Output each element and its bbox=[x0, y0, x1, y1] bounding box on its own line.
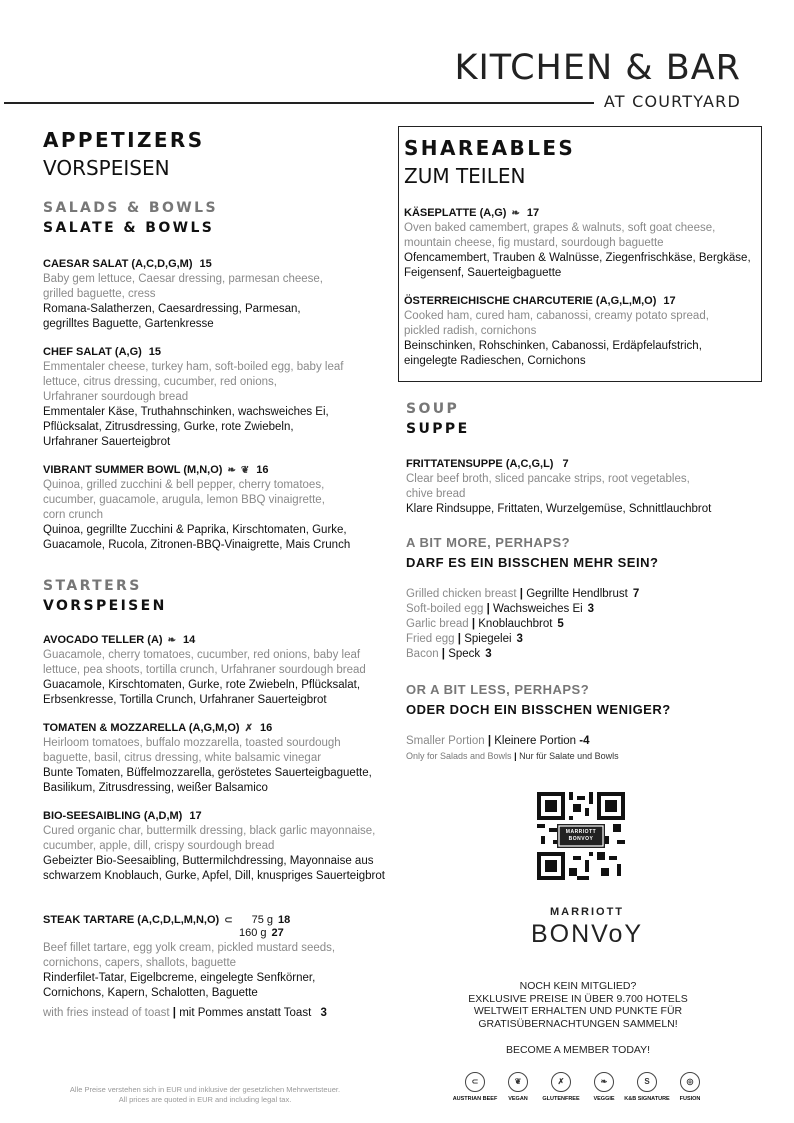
dish-price: 27 bbox=[271, 927, 284, 939]
dish-desc-en-1: Clear beef broth, sliced pancake strips, root vegetables, bbox=[406, 473, 690, 485]
bonvoy-logo-top: MARRIOTT bbox=[549, 906, 625, 918]
legend-label: AUSTRIAN BEEF bbox=[452, 1096, 498, 1102]
dish-title bbox=[43, 634, 388, 646]
extra-item-en: Grilled chicken breast bbox=[406, 588, 517, 600]
extras-list bbox=[406, 587, 756, 662]
dish-desc-de: Beinschinken, Rohschinken, Cabanossi, Erdäpfelaufstrich, bbox=[404, 340, 702, 352]
dish-desc-en: grilled baguette, cress bbox=[43, 288, 156, 300]
salads-list bbox=[43, 258, 388, 553]
extra-item-en: Soft-boiled egg bbox=[406, 603, 484, 615]
smaller-note-de: Nur für Salate und Bowls bbox=[519, 751, 619, 761]
dish-desc-en: Cured organic char, buttermilk dressing, black garlic mayonnaise, bbox=[43, 825, 376, 837]
separator: | bbox=[483, 603, 493, 615]
dish-title bbox=[404, 295, 756, 307]
soup-heading: SOUP bbox=[406, 401, 460, 417]
dish-title bbox=[43, 810, 388, 822]
dish-price: 15 bbox=[148, 346, 162, 358]
shareables-list bbox=[404, 207, 756, 369]
dish-desc-en: mountain cheese, fig mustard, sourdough baguette bbox=[404, 237, 664, 249]
dish-price: 15 bbox=[199, 258, 212, 270]
extra-item-de: Wachsweiches Ei bbox=[492, 603, 583, 615]
extra-item bbox=[406, 602, 756, 617]
dish-name: ÖSTERREICHISCHE CHARCUTERIE (A,G,L,M,O) bbox=[404, 295, 657, 307]
dish-desc-de: eingelegte Radieschen, Cornichons bbox=[404, 355, 586, 367]
member-promo-line: GRATISÜBERNACHTUNGEN SAMMELN! bbox=[478, 1017, 678, 1030]
dish-title bbox=[404, 207, 756, 219]
extra-item bbox=[406, 632, 756, 647]
separator: | bbox=[468, 618, 479, 630]
dish-desc-en: Heirloom tomatoes, buffalo mozzarella, toasted sourdough bbox=[43, 737, 341, 749]
price-footnote-de: Alle Preise verstehen sich in EUR und inklusive der gesetzlichen Mehrwertsteuer. bbox=[69, 1085, 341, 1094]
dish-name: CHEF SALAT (A,G) bbox=[43, 346, 142, 358]
extras-heading: A BIT MORE, PERHAPS? bbox=[406, 535, 571, 550]
member-promo-line: NOCH KEIN MITGLIED? bbox=[519, 980, 637, 992]
dish-desc-de: Urfahraner Sauerteigbrot bbox=[43, 436, 171, 448]
extra-item-en: Bacon bbox=[406, 648, 439, 660]
dish-desc-de: Erbsenkresse, Tortilla Crunch, Urfahraner Sauerteigbrot bbox=[43, 694, 327, 706]
menu-item bbox=[43, 464, 388, 553]
salads-heading: SALADS & BOWLS bbox=[43, 200, 218, 216]
dish-desc-en: Quinoa, grilled zucchini & bell pepper, cherry tomatoes, bbox=[43, 479, 325, 491]
veggie-icon: ❧ bbox=[227, 464, 236, 476]
dish-desc-de: Ofencamembert, Trauben & Walnüsse, Ziegenfrischkäse, Bergkäse, bbox=[404, 252, 751, 264]
signature-icon: S bbox=[637, 1072, 657, 1092]
extra-item bbox=[406, 587, 756, 602]
menu-item bbox=[43, 722, 388, 796]
smaller-note-en: Only for Salads and Bowls bbox=[406, 751, 512, 761]
dish-desc-en: corn crunch bbox=[43, 509, 104, 521]
portion-weight: 160 g bbox=[239, 927, 267, 939]
restaurant-logo: KITCHEN & BAR bbox=[454, 48, 741, 88]
dish-desc-en: Urfahraner sourdough bread bbox=[43, 391, 189, 403]
qr-code[interactable] bbox=[537, 792, 625, 880]
menu-item bbox=[43, 258, 388, 332]
legend-label: VEGGIE bbox=[593, 1096, 615, 1102]
starters-list bbox=[43, 634, 388, 884]
dish-desc-de: Emmentaler Käse, Truthahnschinken, wachsweiches Ei, bbox=[43, 406, 329, 418]
dish-title bbox=[43, 464, 388, 476]
dish-name: STEAK TARTARE (A,C,D,L,M,N,O) bbox=[43, 914, 220, 926]
menu-item bbox=[43, 810, 388, 884]
smaller-portion-note: Only for Salads and Bowls | Nur für Salate und Bowls bbox=[406, 751, 619, 761]
extra-item-de: Knoblauchbrot bbox=[478, 618, 553, 630]
menu-item-steak-tartare bbox=[43, 914, 388, 1021]
glutenfree-icon: ✗ bbox=[551, 1072, 571, 1092]
extra-item-en: Fried egg bbox=[406, 633, 458, 645]
dish-price: 17 bbox=[189, 810, 202, 822]
veggie-icon: ❧ bbox=[167, 634, 176, 646]
member-promo-line: WELTWEIT ERHALTEN UND PUNKTE FÜR bbox=[473, 1005, 683, 1017]
dish-desc-en: baguette, basil, citrus dressing, white balsamic vinegar bbox=[43, 752, 322, 764]
dish-desc-en-2: cornichons, capers, shallots, baguette bbox=[43, 957, 237, 969]
dish-desc-de: Guacamole, Rucola, Zitronen-BBQ-Vinaigrette, Mais Crunch bbox=[43, 539, 351, 551]
menu-item-frittatensuppe bbox=[406, 458, 756, 517]
dish-desc-de: Bunte Tomaten, Büffelmozzarella, geröstetes Sauerteigbaguette, bbox=[43, 767, 372, 779]
extra-item-price: 7 bbox=[632, 588, 640, 600]
veggie-icon: ❧ bbox=[511, 207, 520, 219]
menu-item bbox=[404, 207, 756, 281]
separator: | bbox=[457, 633, 465, 645]
smaller-portion-en: Smaller Portion bbox=[406, 735, 485, 747]
dish-price: 14 bbox=[182, 634, 196, 646]
member-promo bbox=[420, 980, 736, 1057]
legend-label: K&B SIGNATURE bbox=[624, 1096, 670, 1102]
legend-item bbox=[665, 1072, 715, 1102]
dish-desc-en: lettuce, citrus dressing, cucumber, red onions, bbox=[43, 376, 277, 388]
dish-desc-de: gegrilltes Baguette, Gartenkresse bbox=[43, 318, 214, 330]
dish-price: 18 bbox=[278, 914, 291, 926]
austrian-beef-icon: ⊂ bbox=[224, 914, 233, 926]
dish-name: VIBRANT SUMMER BOWL (M,N,O) bbox=[43, 464, 223, 476]
dish-price: 17 bbox=[663, 295, 676, 307]
dish-desc-de-1: Rinderfilet-Tatar, Eigelbcreme, eingelegte Senfkörner, bbox=[43, 972, 316, 984]
extra-item-de: Speck bbox=[448, 648, 481, 660]
menu-item bbox=[43, 634, 388, 708]
dish-desc-en: cucumber, guacamole, arugula, lemon BBQ vinaigrette, bbox=[43, 494, 325, 506]
dish-price: 16 bbox=[256, 464, 269, 476]
qr-overlay-label: MARRIOTT BONVOY bbox=[565, 829, 597, 842]
dish-desc-en: Baby gem lettuce, Caesar dressing, parmesan cheese, bbox=[43, 273, 323, 285]
legend-label: GLUTENFREE bbox=[542, 1096, 580, 1102]
dish-name: AVOCADO TELLER (A) bbox=[43, 634, 163, 646]
dish-desc-en-2: chive bread bbox=[406, 488, 466, 500]
dish-desc-de: Feigensenf, Sauerteigbaguette bbox=[404, 267, 562, 279]
starters-heading: STARTERS bbox=[43, 578, 142, 594]
price-footnote bbox=[40, 1085, 370, 1105]
dish-name: KÄSEPLATTE (A,G) bbox=[404, 207, 507, 219]
extra-item-en: Garlic bread bbox=[406, 618, 469, 630]
member-cta[interactable]: BECOME A MEMBER TODAY! bbox=[505, 1044, 651, 1056]
dish-desc-de: Gebeizter Bio-Seesaibling, Buttermilchdressing, Mayonnaise aus bbox=[43, 855, 374, 867]
shareables-heading: SHAREABLES bbox=[404, 136, 576, 160]
separator: | bbox=[516, 588, 527, 600]
dish-name: BIO-SEESAIBLING (A,D,M) bbox=[43, 810, 183, 822]
dish-title bbox=[43, 346, 388, 358]
vegan-icon: ❦ bbox=[240, 464, 250, 476]
dish-desc-en-1: Beef fillet tartare, egg yolk cream, pickled mustard seeds, bbox=[43, 942, 336, 954]
dish-price: 7 bbox=[562, 458, 569, 470]
dish-name: TOMATEN & MOZZARELLA (A,G,M,O) bbox=[43, 722, 240, 734]
dish-desc-en: Oven baked camembert, grapes & walnuts, soft goat cheese, bbox=[404, 222, 716, 234]
glutenfree-icon: ✗ bbox=[244, 722, 253, 734]
price-footnote-en: All prices are quoted in EUR and including legal tax. bbox=[118, 1095, 292, 1104]
dish-desc-de-2: Cornichons, Kapern, Schalotten, Baguette bbox=[43, 987, 258, 999]
dish-desc-en: pickled radish, cornichons bbox=[404, 325, 537, 337]
extras-heading-de: DARF ES EIN BISSCHEN MEHR SEIN? bbox=[406, 555, 659, 570]
menu-item bbox=[43, 346, 388, 450]
dish-title bbox=[43, 258, 388, 270]
restaurant-logo-subtitle: AT COURTYARD bbox=[603, 92, 741, 111]
dish-desc-en: Guacamole, cherry tomatoes, cucumber, red onions, baby leaf bbox=[43, 649, 361, 661]
shareables-heading-de: ZUM TEILEN bbox=[404, 164, 526, 188]
vegan-icon: ❦ bbox=[508, 1072, 528, 1092]
dish-desc-de: Guacamole, Kirschtomaten, Gurke, rote Zwiebeln, Pflücksalat, bbox=[43, 679, 361, 691]
fries-option-en: with fries instead of toast bbox=[43, 1007, 170, 1019]
dish-desc-en: Cooked ham, cured ham, cabanossi, creamy potato spread, bbox=[404, 310, 709, 322]
extra-item bbox=[406, 647, 756, 662]
fries-option-price: 3 bbox=[320, 1007, 327, 1019]
smaller-heading-de: ODER DOCH EIN BISSCHEN WENIGER? bbox=[406, 702, 671, 717]
dish-desc-en: cucumber, apple, dill, crispy sourdough bread bbox=[43, 840, 275, 852]
dish-desc-de: Romana-Salatherzen, Caesardressing, Parmesan, bbox=[43, 303, 301, 315]
separator: | bbox=[438, 648, 449, 660]
appetizers-heading-de: VORSPEISEN bbox=[43, 156, 170, 180]
fusion-icon: ◎ bbox=[680, 1072, 700, 1092]
extra-item-de: Spiegelei bbox=[464, 633, 512, 645]
starters-heading-de: VORSPEISEN bbox=[43, 598, 167, 614]
dish-desc-de: Quinoa, gegrillte Zucchini & Paprika, Kirschtomaten, Gurke, bbox=[43, 524, 347, 536]
fries-option-de: mit Pommes anstatt Toast bbox=[179, 1007, 312, 1019]
dish-desc-en: lettuce, pea shoots, tortilla crunch, Urfahraner sourdough bread bbox=[43, 664, 366, 676]
dish-name: FRITTATENSUPPE (A,C,G,L) bbox=[406, 458, 554, 470]
dish-name: CAESAR SALAT (A,C,D,G,M) bbox=[43, 258, 193, 270]
dish-desc-de: Pflücksalat, Zitrusdressing, Gurke, rote Zwiebeln, bbox=[43, 421, 294, 433]
extra-item-price: 3 bbox=[516, 633, 523, 645]
smaller-portion-price: -4 bbox=[579, 735, 590, 747]
dish-desc-en: Emmentaler cheese, turkey ham, soft-boiled egg, baby leaf bbox=[43, 361, 344, 373]
salads-heading-de: SALATE & BOWLS bbox=[43, 220, 215, 236]
extra-item-price: 3 bbox=[587, 603, 595, 615]
appetizers-heading: APPETIZERS bbox=[43, 128, 205, 152]
dish-desc-de: schwarzem Knoblauch, Gurke, Apfel, Dill, knuspriges Sauerteigbrot bbox=[43, 870, 385, 882]
dish-title bbox=[43, 722, 388, 734]
dish-desc-de: Basilikum, Zitrusdressing, weißer Balsamico bbox=[43, 782, 268, 794]
logo-divider bbox=[4, 102, 594, 104]
smaller-portion-option: Smaller Portion | Kleinere Portion -4 bbox=[406, 735, 590, 747]
portion-weight: 75 g bbox=[251, 914, 274, 926]
smaller-heading: OR A BIT LESS, PERHAPS? bbox=[406, 682, 590, 697]
menu-item bbox=[404, 295, 756, 369]
smaller-portion-de: Kleinere Portion bbox=[494, 735, 577, 747]
dish-price: 16 bbox=[259, 722, 273, 734]
extra-item bbox=[406, 617, 756, 632]
legend-label: FUSION bbox=[679, 1096, 701, 1102]
member-promo-line: EXKLUSIVE PREISE IN ÜBER 9.700 HOTELS bbox=[468, 992, 688, 1005]
extra-item-de: Gegrillte Hendlbrust bbox=[526, 588, 628, 600]
extra-item-price: 5 bbox=[557, 618, 564, 630]
legend-label: VEGAN bbox=[508, 1096, 528, 1102]
soup-heading-de: SUPPE bbox=[406, 421, 470, 437]
dish-desc-de-1: Klare Rindsuppe, Frittaten, Wurzelgemüse, Schnittlauchbrot bbox=[406, 503, 712, 515]
bonvoy-logo: BONVoY bbox=[530, 920, 644, 948]
fries-option: with fries instead of toast | mit Pommes anstatt Toast 3 bbox=[43, 1007, 327, 1019]
austrian-beef-icon: ⊂ bbox=[465, 1072, 485, 1092]
veggie-icon: ❧ bbox=[594, 1072, 614, 1092]
extra-item-price: 3 bbox=[485, 648, 492, 660]
dish-price: 17 bbox=[526, 207, 540, 219]
